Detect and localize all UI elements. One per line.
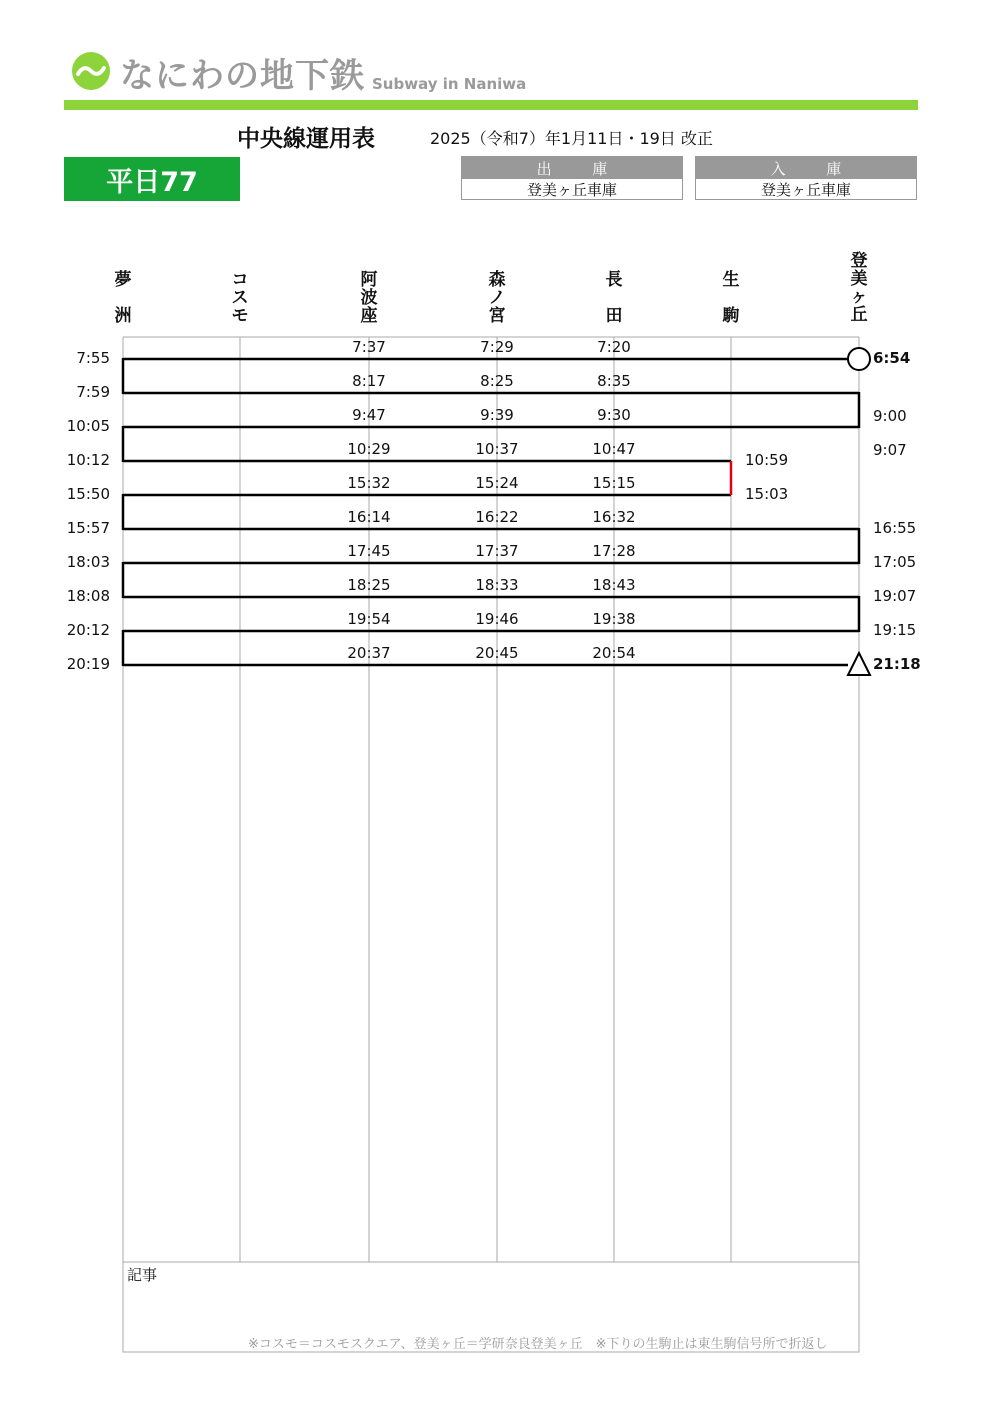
- time-morinomiya: 8:25: [480, 372, 514, 390]
- station-char: 丘: [850, 305, 868, 325]
- time-nagata: 20:54: [592, 644, 636, 662]
- station-char: ノ: [488, 288, 506, 308]
- station-char: ス: [231, 288, 249, 308]
- time-nagata: 9:30: [597, 406, 631, 424]
- station-char: 生: [722, 270, 740, 290]
- time-yumeshima: 18:03: [66, 553, 110, 571]
- time-awaza: 18:25: [347, 576, 391, 594]
- time-awaza: 20:37: [347, 644, 391, 662]
- time-awaza: 7:37: [352, 338, 386, 356]
- time-yumeshima: 7:59: [76, 383, 110, 401]
- station-char: モ: [231, 306, 249, 326]
- time-nagata: 7:20: [597, 338, 631, 356]
- station-char: 田: [605, 306, 623, 326]
- time-awaza: 15:32: [347, 474, 391, 492]
- depart-label: 出 庫: [462, 157, 682, 179]
- station-char: 宮: [488, 306, 506, 326]
- time-tomigaoka: 9:07: [873, 441, 907, 459]
- time-morinomiya: 20:45: [475, 644, 519, 662]
- logo-text: なにわの地下鉄: [120, 56, 365, 96]
- time-nagata: 8:35: [597, 372, 631, 390]
- footnote: ※コスモ＝コスモスクエア、登美ヶ丘＝学研奈良登美ヶ丘 ※下りの生駒止は東生駒信号所で折返し: [248, 1337, 828, 1352]
- time-morinomiya: 18:33: [475, 576, 519, 594]
- notes-label: 記事: [127, 1266, 158, 1284]
- time-tomigaoka: 9:00: [873, 407, 907, 425]
- arrive-label: 入 庫: [696, 157, 916, 179]
- time-morinomiya: 19:46: [475, 610, 519, 628]
- time-tomigaoka: 19:15: [873, 621, 917, 639]
- time-nagata: 15:15: [592, 474, 636, 492]
- time-tomigaoka: 6:54: [873, 349, 911, 367]
- logo-subtitle: Subway in Naniwa: [372, 75, 527, 93]
- time-awaza: 19:54: [347, 610, 391, 628]
- time-awaza: 10:29: [347, 440, 391, 458]
- time-morinomiya: 7:29: [480, 338, 514, 356]
- time-yumeshima: 20:19: [66, 655, 110, 673]
- time-nagata: 16:32: [592, 508, 636, 526]
- time-awaza: 9:47: [352, 406, 386, 424]
- time-awaza: 17:45: [347, 542, 391, 560]
- depart-circle-icon: [848, 348, 870, 370]
- station-char: 洲: [114, 306, 132, 326]
- station-char: ヶ: [850, 287, 868, 307]
- time-nagata: 17:28: [592, 542, 636, 560]
- time-yumeshima: 10:12: [66, 451, 110, 469]
- time-awaza: 8:17: [352, 372, 386, 390]
- time-morinomiya: 10:37: [475, 440, 519, 458]
- time-yumeshima: 10:05: [66, 417, 110, 435]
- station-char: 森: [488, 270, 506, 290]
- time-nagata: 19:38: [592, 610, 636, 628]
- station-char: 登: [850, 251, 868, 271]
- time-tomigaoka: 16:55: [873, 519, 917, 537]
- time-morinomiya: 16:22: [475, 508, 519, 526]
- time-yumeshima: 18:08: [66, 587, 110, 605]
- station-char: 阿: [360, 270, 378, 290]
- time-tomigaoka: 19:07: [873, 587, 917, 605]
- time-awaza: 16:14: [347, 508, 391, 526]
- time-yumeshima: 15:50: [66, 485, 110, 503]
- revision-date: 2025（令和7）年1月11日・19日 改正: [430, 129, 713, 148]
- station-char: 夢: [114, 270, 132, 290]
- page-title: 中央線運用表: [237, 126, 375, 152]
- station-char: 駒: [722, 306, 740, 326]
- time-yumeshima: 15:57: [66, 519, 110, 537]
- station-char: 美: [850, 269, 868, 289]
- time-morinomiya: 9:39: [480, 406, 514, 424]
- time-morinomiya: 15:24: [475, 474, 519, 492]
- operation-badge: 平日77: [64, 157, 240, 201]
- station-char: 長: [605, 270, 623, 290]
- depart-depot: 登美ヶ丘車庫: [526, 180, 617, 199]
- station-char: 座: [360, 306, 378, 326]
- time-yumeshima: 7:55: [76, 349, 110, 367]
- arrive-triangle-icon: [848, 653, 870, 675]
- time-nagata: 10:47: [592, 440, 636, 458]
- time-nagata: 18:43: [592, 576, 636, 594]
- arrive-depot: 登美ヶ丘車庫: [760, 180, 851, 199]
- station-char: コ: [231, 270, 249, 290]
- time-tomigaoka: 17:05: [873, 553, 917, 571]
- time-yumeshima: 20:12: [66, 621, 110, 639]
- time-tomigaoka: 21:18: [873, 655, 921, 673]
- station-char: 波: [360, 288, 378, 308]
- time-ikoma: 10:59: [745, 451, 789, 469]
- time-morinomiya: 17:37: [475, 542, 519, 560]
- time-ikoma: 15:03: [745, 485, 789, 503]
